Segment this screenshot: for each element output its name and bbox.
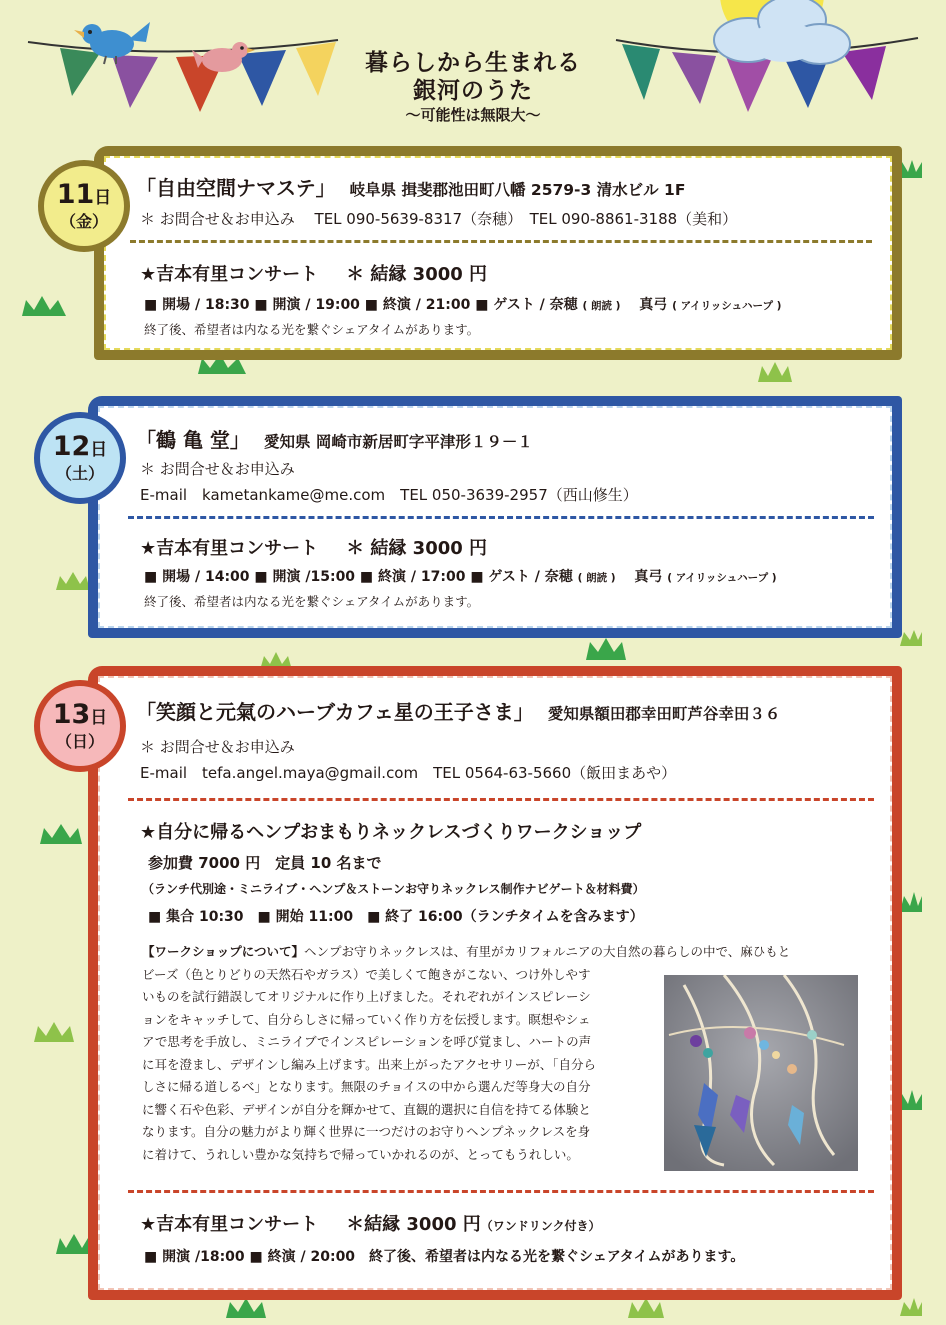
date-weekday: （金） <box>59 212 108 231</box>
venue-name <box>136 424 533 453</box>
concert-heading <box>140 260 487 286</box>
concert-price: ＊ 結縁 3000 円 <box>346 264 488 285</box>
grass-icon <box>900 628 922 646</box>
contact-line: E-mail kametankame@me.com TEL 050-3639-2957（西山修生） <box>140 486 638 504</box>
guest-harp-name: 真弓 <box>639 297 668 313</box>
date-badge-12 <box>34 412 126 504</box>
venue-name <box>136 172 685 201</box>
grass-icon <box>900 1296 922 1316</box>
venue-address: 愛知県額田郡幸田町芦谷幸田３６ <box>547 705 781 723</box>
grass-icon <box>40 822 82 844</box>
main-title-line2: 銀河のうた <box>413 78 533 104</box>
workshop-fee: 参加費 7000 円 定員 10 名まで <box>148 854 382 872</box>
concert-price: ＊ 結縁 3000 円 <box>346 538 488 559</box>
concert-title: ★吉本有里コンサート <box>140 1214 319 1235</box>
about-line: アで思考を手放し、ミニライブでインスピレーションを呼び覚まし、ハートの声 <box>142 1034 592 1049</box>
workshop-about-label: 【ワークショップについて】 <box>142 944 305 959</box>
date-unit: 日 <box>94 188 112 208</box>
contact-label: ＊ お問合せ＆お申込み <box>140 460 295 478</box>
about-line: なります。自分の魅力がより輝く世界に一つだけのお守りヘンプネックレスを身 <box>142 1124 591 1139</box>
concert-price-note: （ワンドリンク付き） <box>480 1219 601 1233</box>
share-time-note: 終了後、希望者は内なる光を繋ぐシェアタイムがあります。 <box>144 322 480 337</box>
grass-icon <box>56 570 90 590</box>
date-unit: 日 <box>90 708 108 728</box>
concert-price: ＊結縁 3000 円 <box>346 1214 481 1235</box>
schedule-line: ■ 開演 /18:00 ■ 終演 / 20:00 終了後、希望者は内なる光を繋ぐシェアタイムがあります。 <box>144 1249 745 1265</box>
main-title-line1: 暮らしから生まれる <box>365 50 581 76</box>
about-line: に響く石や色彩、デザインが自分を輝かせて、直観的選択に自信を持てる体験と <box>142 1101 591 1117</box>
venue-address: 愛知県 岡崎市新居町字平津形１９－１ <box>263 433 533 451</box>
concert-heading <box>140 1210 601 1236</box>
role-reading: ( 朗読 ) <box>582 300 621 312</box>
about-line: ョンをキャッチして、自分らしさに帰っていく作り方を伝授します。瞑想やシェ <box>142 1011 591 1027</box>
role-harp: ( アイリッシュハープ ) <box>672 300 782 312</box>
workshop-about-first-line <box>142 941 790 964</box>
grass-icon <box>586 636 626 660</box>
grass-icon <box>22 294 66 316</box>
about-line: いものを試行錯誤してオリジナルに作り上げました。それぞれがインスピレーシ <box>142 989 591 1004</box>
date-badge-11 <box>38 160 130 252</box>
necklace-illustration <box>664 975 858 1171</box>
venue-name <box>136 696 780 725</box>
hemp-necklace-photo <box>664 975 858 1171</box>
date-weekday: （土） <box>55 464 104 483</box>
date-badge-13 <box>34 680 126 772</box>
venue-title: 「自由空間ナマステ」 <box>136 176 336 200</box>
role-reading: ( 朗読 ) <box>577 572 616 584</box>
grass-icon <box>34 1020 74 1042</box>
about-line: に耳を澄まし、デザインし編み上げます。出来上がったアクセサリーが、「自分ら <box>142 1056 597 1072</box>
workshop-about-line1: ヘンプお守りネックレスは、有里がカリフォルニアの大自然の暮らしの中で、麻ひもと <box>304 944 791 959</box>
schedule-line <box>144 566 777 586</box>
about-line: に着けて、うれしい豊かな気持ちで帰っていかれるのが、とってもうれしい。 <box>142 1146 579 1162</box>
schedule-line <box>144 294 781 314</box>
date-number: 11 <box>56 179 95 210</box>
about-line: しさに帰る道しるべ」となります。無限のチョイスの中から選んだ等身大の自分 <box>142 1079 591 1094</box>
divider <box>128 798 874 801</box>
workshop-title: ★自分に帰るヘンプおまもりネックレスづくりワークショップ <box>140 822 642 843</box>
venue-title: 「笑顔と元氣のハーブカフェ星の王子さま」 <box>136 700 534 724</box>
share-time-note: 終了後、希望者は内なる光を繋ぐシェアタイムがあります。 <box>144 594 480 609</box>
divider <box>130 240 872 243</box>
concert-heading <box>140 534 487 560</box>
main-subtitle: 〜可能性は無限大〜 <box>405 106 541 124</box>
contact-line: E-mail tefa.angel.maya@gmail.com TEL 0564-63-5660（飯田まあや） <box>140 764 677 782</box>
role-harp: ( アイリッシュハープ ) <box>667 572 777 584</box>
date-weekday: （日） <box>55 732 104 751</box>
contact-line: ＊ お問合せ＆お申込み TEL 090-5639-8317（奈穂） TEL 090-8861-3188（美和） <box>140 210 738 228</box>
workshop-about-body <box>142 964 654 1167</box>
venue-address: 岐阜県 揖斐郡池田町八幡 2579-3 清水ビル 1F <box>349 181 686 199</box>
divider <box>128 1190 874 1193</box>
date-number: 12 <box>52 431 91 462</box>
schedule-main: ■ 開場 / 14:00 ■ 開演 /15:00 ■ 終演 / 17:00 ■ ゲスト / 奈穂 <box>144 569 573 585</box>
grass-icon <box>900 890 922 912</box>
venue-title: 「鶴 亀 堂」 <box>136 428 250 452</box>
concert-title: ★吉本有里コンサート <box>140 538 319 559</box>
schedule-main: ■ 開場 / 18:30 ■ 開演 / 19:00 ■ 終演 / 21:00 ■ ゲスト / 奈穂 <box>144 297 578 313</box>
workshop-includes: （ランチ代別途・ミニライブ・ヘンプ＆ストーンお守りネックレス制作ナビゲート＆材料費） <box>142 882 645 896</box>
about-line: ビーズ（色とりどりの天然石やガラス）で美しくて飽きがこない、つけ外しやす <box>142 966 591 982</box>
date-number: 13 <box>52 699 91 730</box>
grass-icon <box>758 360 792 382</box>
concert-title: ★吉本有里コンサート <box>140 264 319 285</box>
date-unit: 日 <box>90 440 108 460</box>
guest-harp-name: 真弓 <box>634 569 663 585</box>
contact-label: ＊ お問合せ＆お申込み <box>140 738 295 756</box>
workshop-schedule: ■ 集合 10:30 ■ 開始 11:00 ■ 終了 16:00（ランチタイムを含みます） <box>148 909 644 925</box>
divider <box>128 516 874 519</box>
grass-icon <box>56 1232 92 1254</box>
